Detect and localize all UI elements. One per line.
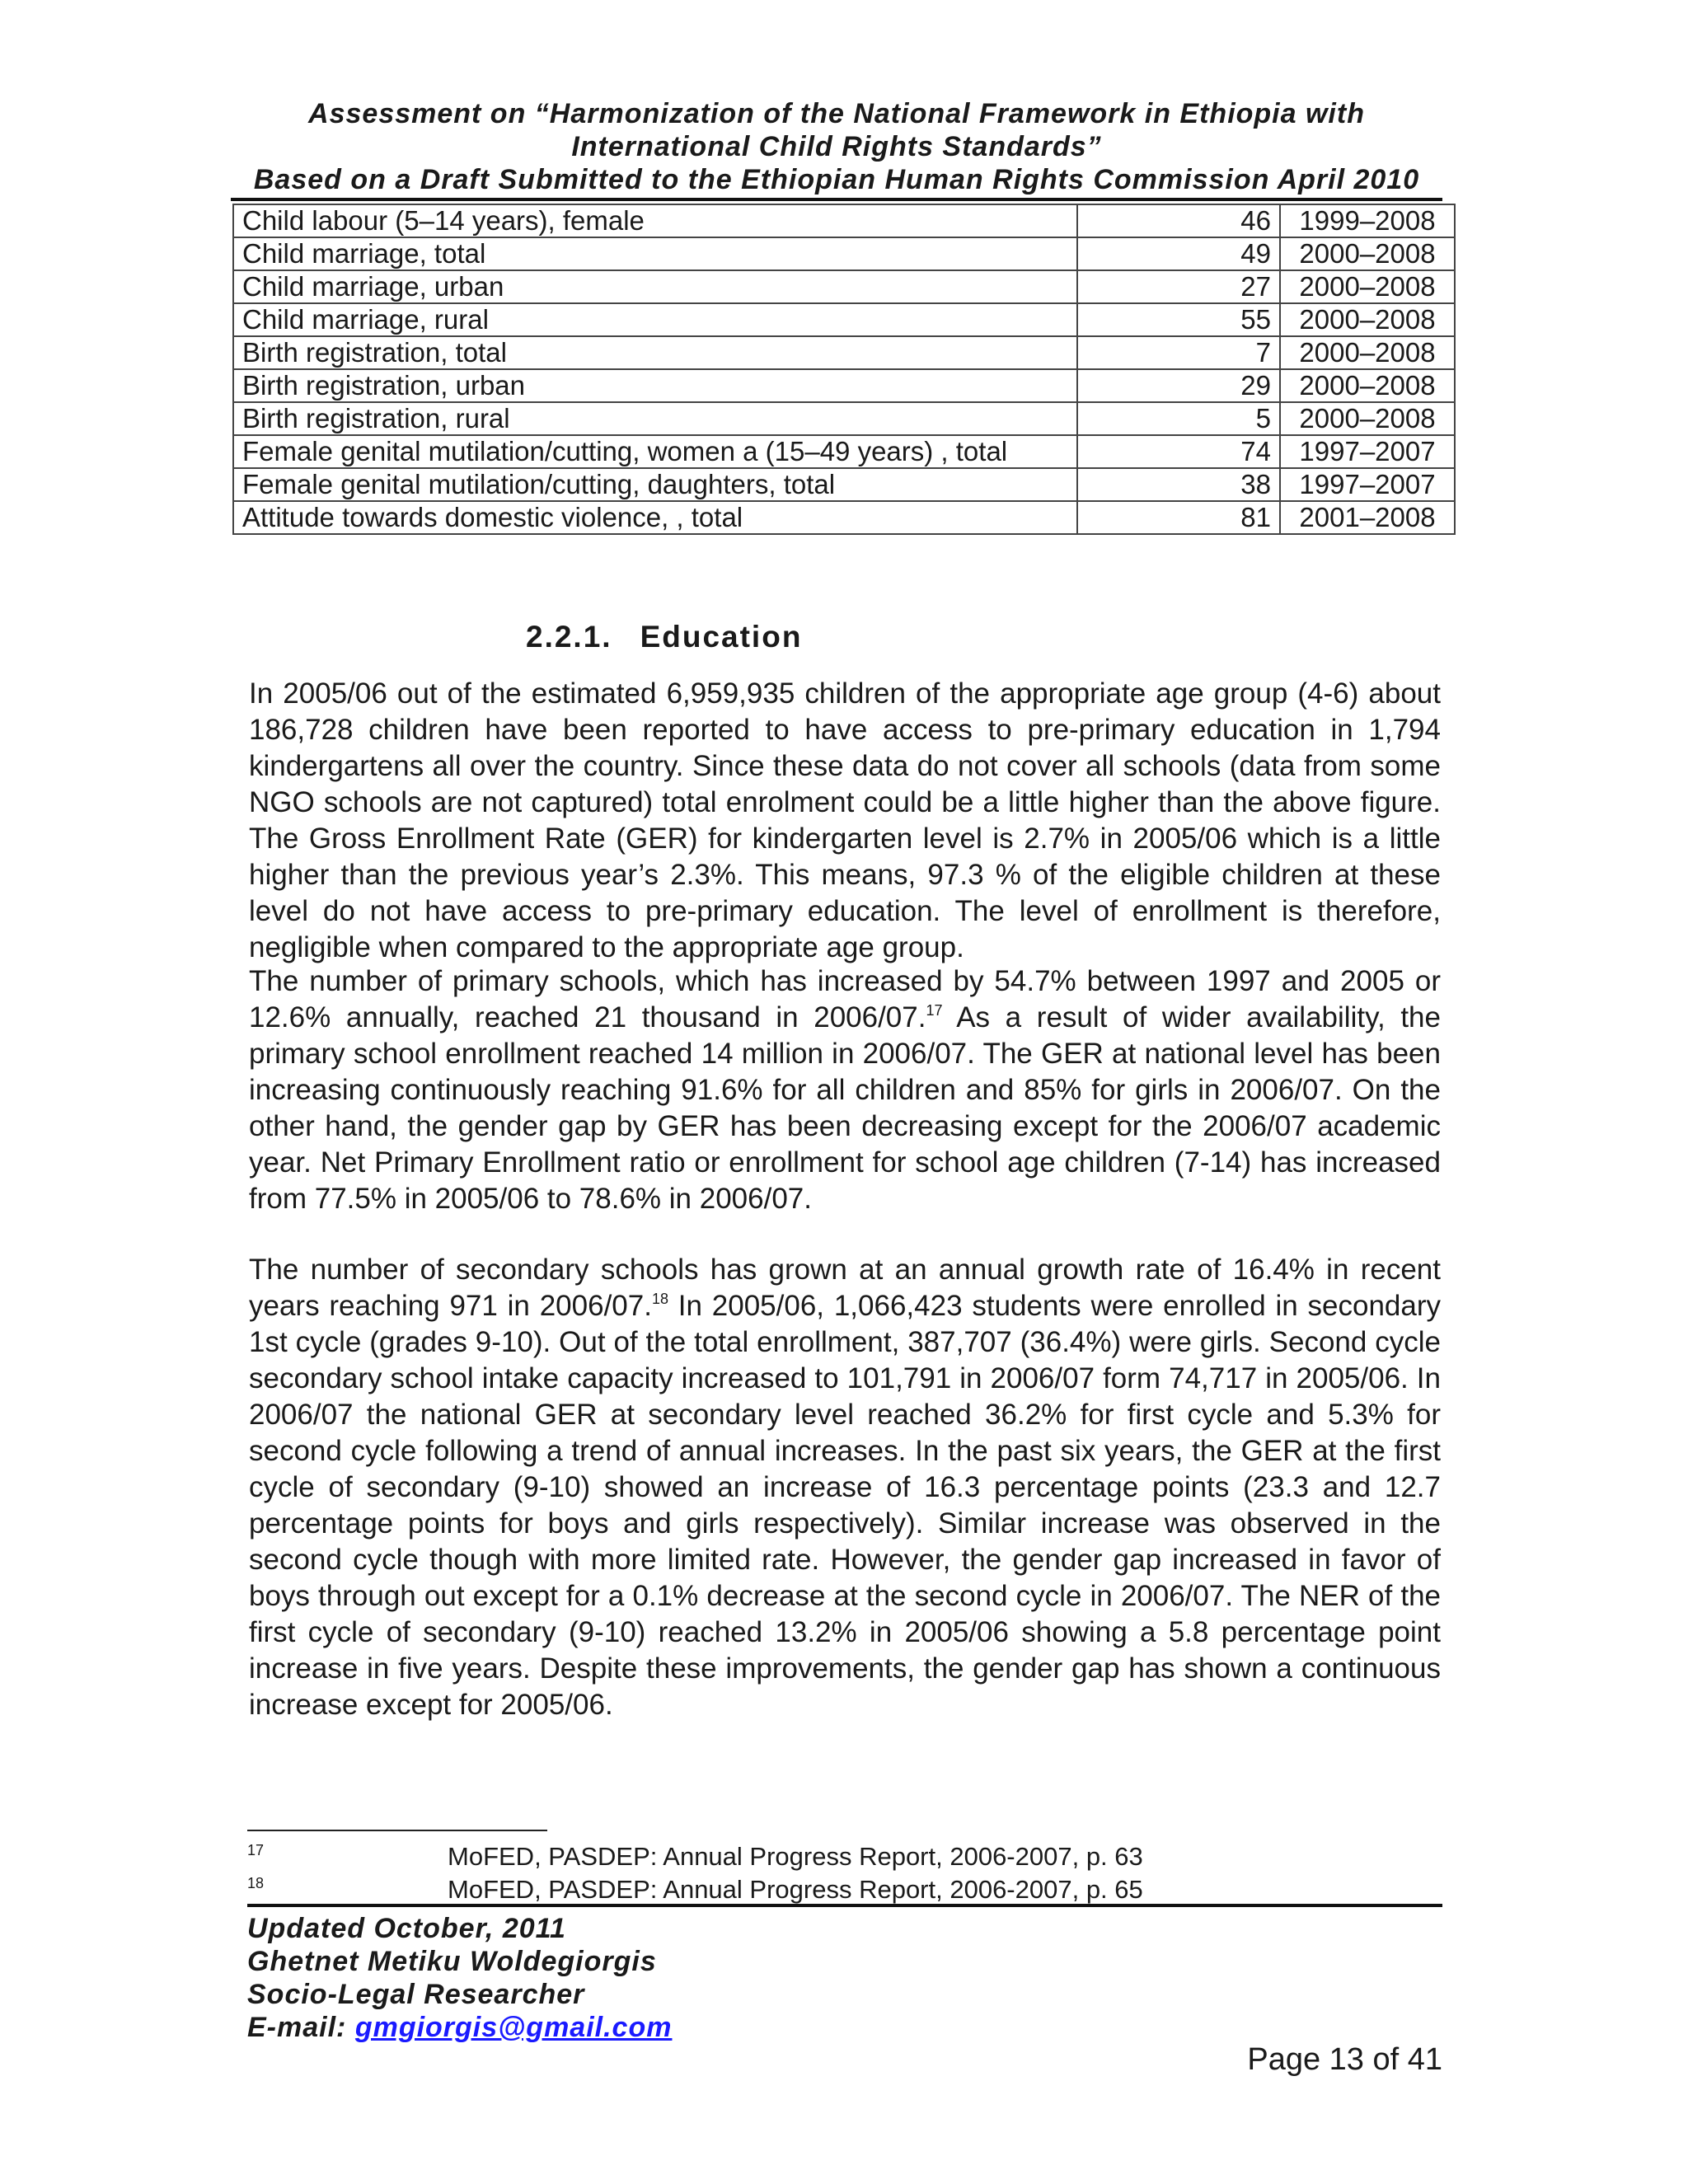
indicator-value-cell: 55 [1077, 303, 1280, 336]
indicator-years-cell: 2000–2008 [1280, 369, 1455, 402]
indicator-years-cell: 1999–2008 [1280, 204, 1455, 237]
footnote-ref[interactable]: 17 [926, 1002, 943, 1019]
indicator-label-cell: Attitude towards domestic violence, , total [233, 501, 1077, 534]
indicator-label-cell: Birth registration, total [233, 336, 1077, 369]
indicator-table [232, 204, 1456, 535]
header-line-1: Assessment on “Harmonization of the National Framework in Ethiopia with [308, 98, 1365, 129]
header-line-3: Based on a Draft Submitted to the Ethiopian Human Rights Commission April 2010 [253, 164, 1420, 195]
table-row [233, 369, 1455, 402]
footnote-text: MoFED, PASDEP: Annual Progress Report, 2006-2007, p. 63 [448, 1842, 1143, 1871]
paragraph-secondary-part-2: In 2005/06, 1,066,423 students were enrolled in secondary 1st cycle (grades 9-10). Out of the total enrollment, 387,707 (36.4%) were girls. Second cycle secondary school intake capacity increased to 101,791 in 2006/07 form 74,717 in 2005/06. In 2006/07 the national GER at secondary level reached 36.2% for first cycle and 5.3% for second cycle following a trend of annual increases. In the past six years, the GER at the first cycle of secondary (9-10) showed an increase of 16.3 percentage points (23.3 and 12.7 percentage points for boys and girls respectively). Similar increase was observed in the second cycle though with more limited rate. However, the gender gap increased in favor of boys through out except for a 0.1% decrease at the second cycle in 2006/07. The NER of the first cycle of secondary (9-10) reached 13.2% in 2005/06 showing a 5.8 percentage point increase in five years. Despite these improvements, the gender gap has shown a continuous increase except for 2005/06. [249, 1290, 1441, 1721]
footnote-number: 18 [247, 1875, 265, 1891]
indicator-years-cell: 2000–2008 [1280, 336, 1455, 369]
indicator-years-cell: 1997–2007 [1280, 468, 1455, 501]
indicator-years-cell: 1997–2007 [1280, 435, 1455, 468]
table-row [233, 336, 1455, 369]
footer-role: Socio-Legal Researcher [247, 1979, 585, 2010]
indicator-value-cell: 49 [1077, 237, 1280, 270]
indicator-label-cell: Child marriage, rural [233, 303, 1077, 336]
footnote-ref[interactable]: 18 [651, 1291, 668, 1307]
page-header [231, 97, 1442, 201]
paragraph-primary [249, 963, 1441, 1217]
footnote-number: 17 [247, 1842, 265, 1858]
table-row [233, 402, 1455, 435]
indicator-years-cell: 2001–2008 [1280, 501, 1455, 534]
indicator-value-cell: 29 [1077, 369, 1280, 402]
email-link[interactable]: gmgiorgis@gmail.com [354, 2012, 673, 2043]
indicator-label-cell: Birth registration, rural [233, 402, 1077, 435]
footer-author: Ghetnet Metiku Woldegiorgis [247, 1946, 657, 1977]
header-line-2: International Child Rights Standards” [571, 131, 1102, 162]
indicator-value-cell: 81 [1077, 501, 1280, 534]
indicator-value-cell: 27 [1077, 270, 1280, 303]
indicator-value-cell: 7 [1077, 336, 1280, 369]
section-heading [526, 620, 802, 654]
indicator-label-cell: Birth registration, urban [233, 369, 1077, 402]
footnote-text: MoFED, PASDEP: Annual Progress Report, 2006-2007, p. 65 [448, 1875, 1143, 1904]
table-row [233, 468, 1455, 501]
indicator-value-cell: 38 [1077, 468, 1280, 501]
footnote-separator [247, 1830, 547, 1831]
table-row [233, 501, 1455, 534]
table-row [233, 303, 1455, 336]
footnote [247, 1868, 1442, 1905]
page-number: Page 13 of 41 [1247, 2042, 1442, 2077]
page-footer [247, 1912, 672, 2044]
indicator-value-cell: 5 [1077, 402, 1280, 435]
indicator-value-cell: 46 [1077, 204, 1280, 237]
indicator-label-cell: Child marriage, total [233, 237, 1077, 270]
indicator-years-cell: 2000–2008 [1280, 270, 1455, 303]
paragraph-preprimary: In 2005/06 out of the estimated 6,959,935 children of the appropriate age group (4-6) about 186,728 children have been reported to have access to pre-primary education in 1,794 kindergartens all over the country. Since these data do not cover all schools (data from some NGO schools are not captured) total enrolment could be a little higher than the above figure. The Gross Enrollment Rate (GER) for kindergarten level is 2.7% in 2005/06 which is a little higher than the previous year’s 2.3%. This means, 97.3 % of the eligible children at these level do not have access to pre-primary education. The level of enrollment is therefore, negligible when compared to the appropriate age group. [249, 677, 1441, 963]
footer-email-line [247, 2011, 672, 2044]
indicator-label-cell: Child marriage, urban [233, 270, 1077, 303]
indicator-label-cell: Female genital mutilation/cutting, women a (15–49 years) , total [233, 435, 1077, 468]
paragraph-primary-part-1: The number of primary schools, which has increased by 54.7% between 1997 and 2005 or 12.6% annually, reached 21 thousand in 2006/07. [249, 965, 1441, 1033]
footer-separator [247, 1904, 1442, 1907]
table-row [233, 237, 1455, 270]
table-row [233, 270, 1455, 303]
footer-updated: Updated October, 2011 [247, 1913, 566, 1944]
indicator-years-cell: 2000–2008 [1280, 237, 1455, 270]
section-number: 2.2.1. [526, 620, 612, 654]
footer-email-label: E-mail: [247, 2012, 355, 2043]
indicator-label-cell: Female genital mutilation/cutting, daughters, total [233, 468, 1077, 501]
indicator-years-cell: 2000–2008 [1280, 402, 1455, 435]
paragraph-secondary [249, 1252, 1441, 1723]
paragraph-secondary-part-1: The number of secondary schools has grown at an annual growth rate of 16.4% in recent years reaching 971 in 2006/07. [249, 1254, 1441, 1322]
indicator-value-cell: 74 [1077, 435, 1280, 468]
section-title: Education [640, 620, 803, 654]
paragraph-primary-part-2: As a result of wider availability, the primary school enrollment reached 14 million in 2006/07. The GER at national level has been increasing continuously reaching 91.6% for all children and 85% for girls in 2006/07. On the other hand, the gender gap by GER has been decreasing except for the 2006/07 academic year. Net Primary Enrollment ratio or enrollment for school age children (7-14) has increased from 77.5% in 2005/06 to 78.6% in 2006/07. [249, 1001, 1441, 1215]
indicator-label-cell: Child labour (5–14 years), female [233, 204, 1077, 237]
table-row [233, 204, 1455, 237]
indicator-years-cell: 2000–2008 [1280, 303, 1455, 336]
table-row [233, 435, 1455, 468]
